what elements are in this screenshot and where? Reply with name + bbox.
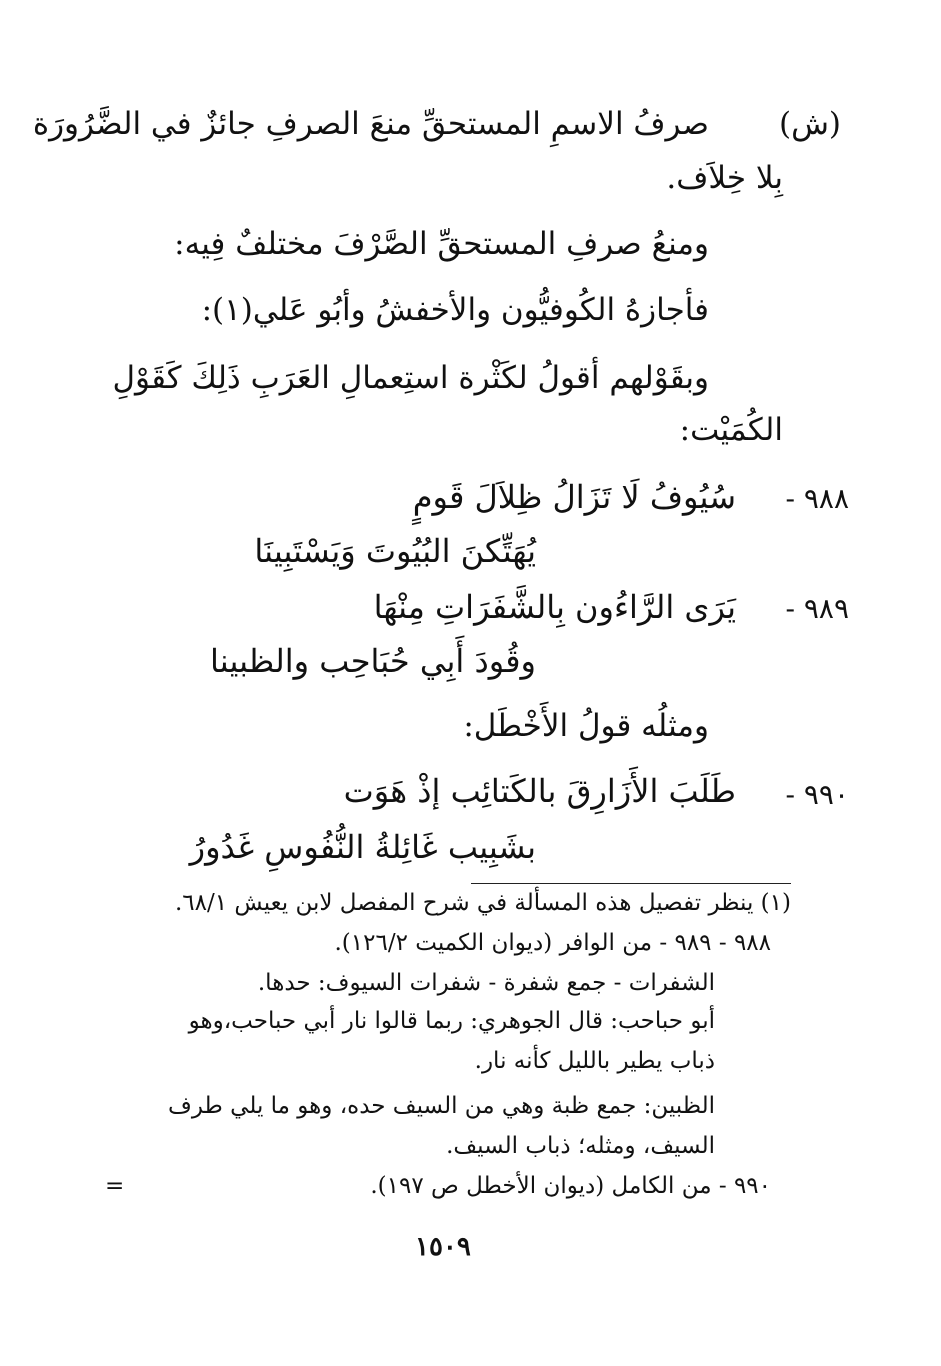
- verse-second-hemistich: وقُودَ أَبِي حُبَاحِب والظبينا: [210, 642, 536, 680]
- body-line: صرفُ الاسمِ المستحقِّ منعَ الصرفِ جائزٌ في الضَّرُورَة: [32, 106, 709, 142]
- footnote: السيف، ومثله؛ ذباب السيف.: [446, 1133, 715, 1159]
- footnote: ٩٨٨ - ٩٨٩ - من الوافر (ديوان الكميت ١٢٦/٢).: [334, 930, 771, 956]
- footnote: ٩٩٠ - من الكامل (ديوان الأخطل ص ١٩٧).: [370, 1173, 771, 1199]
- verse-number: ٩٨٩ -: [785, 592, 849, 625]
- body-line: ومثلُه قولُ الأَخْطَل:: [463, 708, 709, 744]
- verse-second-hemistich: بشَبِيب غَائِلةُ النُّفُوسِ غَدُورُ: [189, 828, 536, 866]
- page-number: ١٥٠٩: [415, 1232, 471, 1262]
- footnote: الشفرات - جمع شفرة - شفرات السيوف: حدها.: [257, 970, 715, 996]
- side-mark: =: [105, 1173, 125, 1199]
- verse-second-hemistich: يُهَتِّكنَ البُيُوتَ وَيَسْتَبِينَا: [254, 532, 536, 570]
- verse-first-hemistich: طَلَبَ الأَزَارِقَ بالكَتائِب إذْ هَوَت: [343, 772, 736, 810]
- footnote: أبو حباحب: قال الجوهري: ربما قالوا نار أبي حباحب،وهو: [188, 1008, 715, 1034]
- verse-number: ٩٨٨ -: [785, 482, 849, 515]
- footnote: الظبين: جمع ظبة وهي من السيف حده، وهو ما يلي طرف: [168, 1093, 715, 1119]
- verse-first-hemistich: سُيُوفُ لَا تَزَالُ ظِلاَلَ قَومٍ: [412, 478, 736, 516]
- body-line: فأجازهُ الكُوفيُّون والأخفشُ وأبُو عَلي(١):: [201, 292, 709, 328]
- body-line: الكُمَيْت:: [679, 412, 783, 448]
- footnote: ذباب يطير بالليل كأنه نار.: [474, 1048, 715, 1074]
- verse-number: ٩٩٠ -: [785, 778, 849, 811]
- verse-first-hemistich: يَرَى الرَّاءُون بِالشَّفَرَاتِ مِنْهَا: [373, 588, 736, 626]
- body-line: بِلا خِلاَف.: [666, 160, 783, 196]
- footnote-separator: [471, 883, 791, 884]
- footnote: (١) ينظر تفصيل هذه المسألة في شرح المفصل لابن يعيش ٦٨/١.: [174, 890, 791, 916]
- body-line: ومنعُ صرفِ المستحقِّ الصَّرْفَ مختلفٌ فِيه:: [174, 226, 709, 262]
- section-marker: (ش): [778, 106, 841, 142]
- body-line: وبقَوْلهم أقولُ لكَثْرة استِعمالِ العَرَبِ ذَلِكَ كَقَوْلِ: [112, 360, 709, 396]
